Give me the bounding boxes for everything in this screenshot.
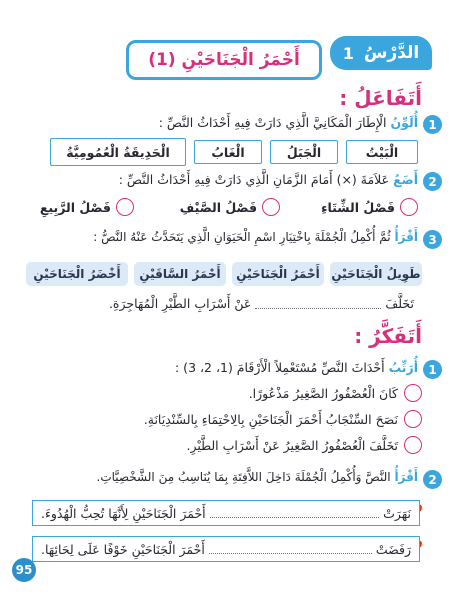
place-option-forest[interactable]: الْغَابُ (194, 140, 262, 164)
signboard-answer-1[interactable] (32, 500, 420, 526)
season-spring-label: فَصْلُ الرَّبِيعِ (39, 199, 111, 215)
event-item-1[interactable] (249, 384, 422, 402)
lesson-number: 1 (342, 43, 354, 63)
signboard-1-start: نَهَرَتْ (383, 505, 411, 521)
place-option-public-garden[interactable]: الْحَدِيقَةُ الْعُمُومِيَّةُ (50, 138, 186, 166)
q3-fill-sentence (109, 296, 414, 311)
page-number: 95 (12, 558, 36, 582)
section-heading-reflect: أَتَفَكَّرُ : (354, 324, 422, 348)
season-winter-checkbox[interactable] (400, 198, 418, 216)
lesson-tab (330, 36, 432, 70)
reflect-question-2-text (97, 470, 418, 484)
reflect-question-1-verb: أُرَتِّبُ (388, 360, 418, 375)
question-3-text (93, 230, 418, 244)
reflect-question-1-instruction: أَحْدَاثَ النَّصِّ مُسْتَعْمِلاً الْأَرْقَامَ (1، 2، 3) : (175, 360, 385, 375)
reflect-question-2-verb: أَقْرَأُ (394, 470, 418, 484)
reflect-question-2-instruction: النَّصَّ وَأُكْمِلُ الْجُمْلَةَ دَاخِلَ اللاَّفِتَةِ بِمَا يُنَاسِبُ مِنَ الشَّخْصِيَّاتِ. (96, 470, 391, 484)
season-summer-checkbox[interactable] (262, 198, 280, 216)
q3-answer-blank[interactable] (255, 299, 381, 309)
season-option-winter[interactable] (321, 198, 418, 216)
event-1-order-circle[interactable] (404, 384, 422, 402)
name-option-green-wings[interactable]: أَخْضَرُ الْجَنَاحَيْنِ (26, 262, 128, 286)
event-3-text: تَخَلَّفَ الْعُصْفُورُ الصَّغِيرُ عَنْ أَسْرَابِ الطَّيْرِ. (186, 437, 398, 453)
event-item-3[interactable] (186, 436, 422, 454)
question-badge-2: 2 (423, 172, 442, 191)
q3-sentence-end: عَنْ أَسْرَابِ الطَّيْرِ الْمُهَاجِرَةِ. (108, 296, 252, 311)
q3-sentence-start: تَخَلَّفَ (385, 296, 414, 311)
section-heading-interact: أَتَفَاعَلُ : (339, 86, 422, 110)
signboard-2-end: أَحْمَرَ الْجَنَاحَيْنِ خَوْفًا عَلَى لِحَائِهَا. (41, 541, 205, 557)
signboard-2-blank[interactable] (209, 544, 372, 554)
question-2-instruction: عَلاَمَةَ (×) أَمَامَ الزَّمَانِ الَّذِي دَارَتْ فِيهِ أَحْدَاثُ النَّصِّ : (118, 172, 390, 187)
place-option-house[interactable]: الْبَيْتُ (346, 140, 418, 164)
season-winter-label: فَصْلُ الشِّتَاءِ (321, 199, 395, 215)
season-summer-label: فَصْلُ الصَّيْفِ (179, 199, 257, 215)
event-3-order-circle[interactable] (404, 436, 422, 454)
question-1-text (159, 115, 418, 130)
lesson-title-box (126, 40, 322, 80)
lesson-title: أَحْمَرُ الْجَنَاحَيْنِ (1) (148, 50, 300, 70)
question-2-text (119, 172, 418, 187)
event-2-text: نَصَحَ السِّنْجَابُ أَحْمَرَ الْجَنَاحَيْنِ بِالِاحْتِمَاءِ بِالسِّنْدِيَانَةِ. (143, 411, 398, 427)
season-option-summer[interactable] (180, 198, 280, 216)
event-2-order-circle[interactable] (404, 410, 422, 428)
question-3-verb: أَقْرَأُ (394, 230, 418, 244)
signboard-1-end: أَحْمَرَ الْجَنَاحَيْنِ لِأَنَّهَا تُحِبُّ الْهُدُوءَ. (41, 505, 206, 521)
season-spring-checkbox[interactable] (116, 198, 134, 216)
lesson-label: الدَّرْسُ (363, 43, 420, 63)
place-option-mountain[interactable]: الْجَبَلُ (270, 140, 338, 164)
question-badge-3: 3 (423, 230, 442, 249)
event-item-2[interactable] (144, 410, 422, 428)
signboard-2-start: رَفَضَتْ (375, 541, 411, 557)
name-option-long-wings[interactable]: طَوِيلُ الْجَنَاحَيْنِ (330, 262, 422, 286)
question-2-verb: أَضَعُ (393, 172, 418, 187)
question-badge-1: 1 (423, 115, 442, 134)
question-badge-reflect-1: 1 (423, 360, 442, 379)
question-badge-reflect-2: 2 (423, 470, 442, 489)
event-1-text: كَانَ الْعُصْفُورُ الصَّغِيرُ مَذْعُورًا. (248, 385, 398, 401)
question-1-verb: أُلَوِّنُ (390, 115, 418, 130)
signboard-answer-2[interactable] (32, 536, 420, 562)
name-option-red-wings[interactable]: أَحْمَرُ الْجَنَاحَيْنِ (232, 262, 324, 286)
question-1-instruction: الْإِطَارَ الْمَكَانِيَّ الَّذِي دَارَتْ فِيهِ أَحْدَاثُ النَّصِّ : (158, 115, 387, 130)
signboard-1-blank[interactable] (210, 508, 379, 518)
reflect-question-1-text (175, 360, 418, 375)
name-option-red-legs[interactable]: أَحْمَرُ السَّاقَيْنِ (134, 262, 226, 286)
question-3-instruction: ثُمَّ أُكْمِلُ الْجُمْلَةَ بِاخْتِيَارِ اسْمِ الْحَيَوَانِ الَّذِي يَتَحَدَّثُ عَنْهُ النَّصُّ : (93, 230, 391, 244)
season-option-spring[interactable] (40, 198, 134, 216)
